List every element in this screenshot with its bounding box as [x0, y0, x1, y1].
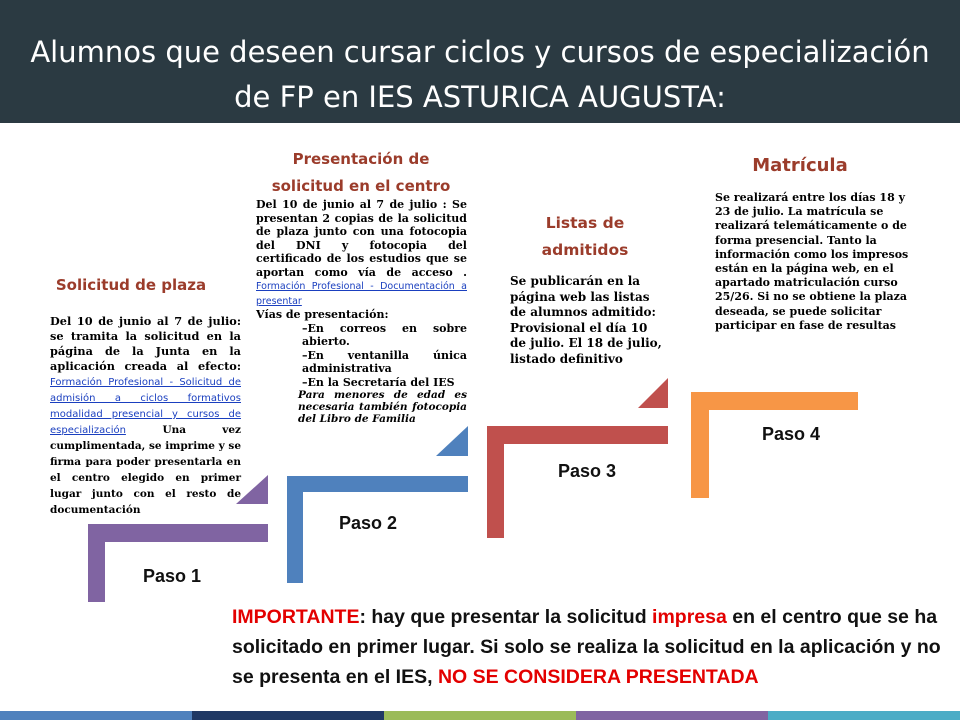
step4-heading: Matrícula [752, 155, 848, 176]
step2-via-item: –En correos en sobre abierto. [302, 321, 467, 348]
important-label: IMPORTANTE [232, 606, 360, 628]
footer-color-bar [0, 711, 960, 720]
step2-description [256, 198, 467, 425]
footer-segment [384, 711, 576, 720]
important-text-1: : hay que presentar la solicitud [359, 606, 653, 628]
page-title: Alumnos que deseen cursar ciclos y cursos de especialización de FP en IES ASTURICA AUGUSTA: [30, 35, 930, 114]
step3-label: Paso 3 [558, 461, 617, 481]
footer-segment [192, 711, 384, 720]
step4-label: Paso 4 [762, 424, 821, 444]
step2-link[interactable]: Formación Profesional - Documentación a presentar [256, 281, 467, 307]
step2-vias-list [256, 322, 467, 390]
footer-segment [0, 711, 192, 720]
step2-vias-title: Vías de presentación: [256, 308, 389, 321]
step1-text-after: Una vez cumplimentada, se imprime y se firma para poder presentarla en el centro elegido en primer lugar junto con el resto de documentación [50, 424, 241, 516]
step4-description: Se realizará entre los días 18 y 23 de julio. La matrícula se realizará telemáticamente o de forma presencial. Tanto la información como los impresos están en la página web, en el apartado matriculación curso 25/26. Si no se obtiene la plaza deseada, se puede solicitar participar en fase de resultas [715, 191, 909, 332]
step1-heading: Solicitud de plaza [55, 276, 207, 294]
step2-text: Del 10 de junio al 7 de julio : Se presentan 2 copias de la solicitud de plaza junto con una fotocopia del DNI y fotocopia del certificado de los estudios que se aportan como vía de acceso . [256, 198, 467, 279]
step2-arrow [436, 426, 468, 456]
step4-shape [691, 392, 858, 498]
step1-text: Del 10 de junio al 7 de julio: se tramita la solicitud en la página de la Junta en la aplicación creada al efecto: [50, 314, 241, 373]
footer-segment [768, 711, 960, 720]
step3-arrow [638, 378, 668, 408]
important-highlight-impresa: impresa [652, 606, 727, 628]
footer-segment [576, 711, 768, 720]
step2-note: Para menores de edad es necesaria también fotocopia del Libro de Familia [298, 389, 467, 425]
step1-shape [88, 524, 268, 602]
step1-link[interactable]: Formación Profesional - Solicitud de admisión a ciclos formativos modalidad presencial y cursos de especialización [50, 377, 241, 436]
important-note [232, 602, 942, 692]
step3-heading: Listas de admitidos [541, 214, 629, 259]
important-text-2: en el centro que se ha solicitado en primer lugar. Si solo se realiza la solicitud en la aplicación y no se presenta en el IES, [232, 606, 941, 688]
step2-heading: Presentación de solicitud en el centro [271, 150, 451, 195]
step1-label: Paso 1 [143, 566, 202, 586]
step2-via-item: –En la Secretaría del IES [302, 375, 455, 389]
step2-via-item: –En ventanilla única administrativa [302, 348, 467, 375]
step3-shape [487, 426, 668, 538]
step3-description: Se publicarán en la página web las listas de alumnos admitido: Provisional el día 10 de julio. El 18 de julio, listado definitivo [510, 274, 662, 366]
step1-description [50, 314, 241, 518]
step2-label: Paso 2 [339, 513, 398, 533]
important-highlight-no-presentada: NO SE CONSIDERA PRESENTADA [437, 666, 759, 688]
